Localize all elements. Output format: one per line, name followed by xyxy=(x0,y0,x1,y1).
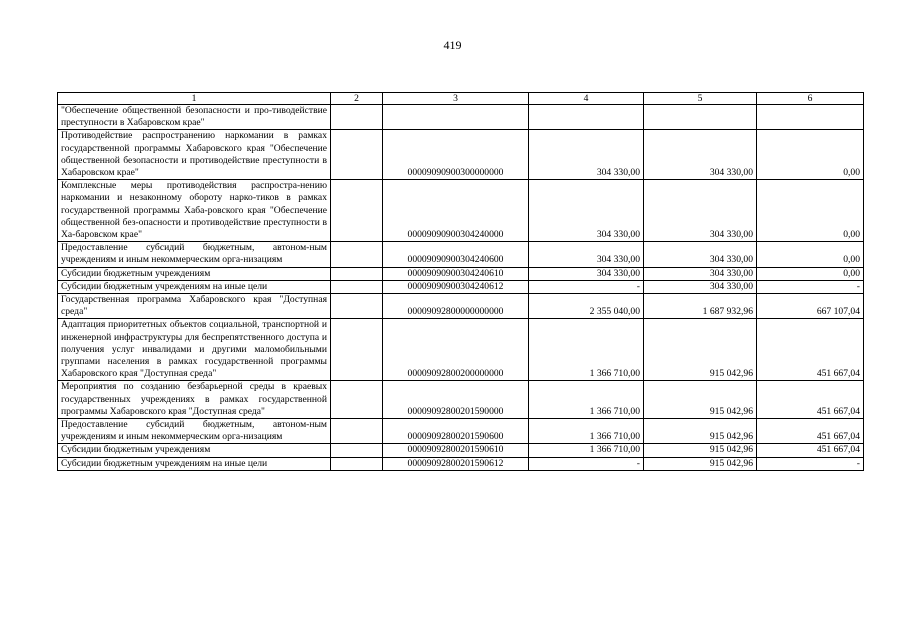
row-value4-cell: 1 366 710,00 xyxy=(529,419,644,444)
row-value6-cell: 0,00 xyxy=(757,180,864,242)
table-row xyxy=(58,319,864,381)
row-name-cell: Адаптация приоритетных объектов социальной, транспортной и инженерной инфраструктуры для беспрепятственного доступа и получения услуг инвалидами и другими маломобильными группами населения в рамках государственной программы Хабаровского края "Доступная среда" xyxy=(58,319,331,381)
row-col2-cell xyxy=(331,381,383,419)
row-value6-cell: - xyxy=(757,280,864,293)
row-col2-cell xyxy=(331,444,383,457)
row-col2-cell xyxy=(331,419,383,444)
row-col2-cell xyxy=(331,267,383,280)
row-value6-cell: 451 667,04 xyxy=(757,444,864,457)
row-value6-cell: - xyxy=(757,457,864,470)
table-row xyxy=(58,242,864,267)
row-col2-cell xyxy=(331,319,383,381)
table-row xyxy=(58,130,864,180)
row-value5-cell: 304 330,00 xyxy=(644,130,757,180)
table-row xyxy=(58,419,864,444)
row-col2-cell xyxy=(331,280,383,293)
row-value4-cell: 304 330,00 xyxy=(529,130,644,180)
budget-table xyxy=(57,92,864,471)
row-value4-cell: 2 355 040,00 xyxy=(529,294,644,319)
row-code-cell: 00009092800201590000 xyxy=(383,381,529,419)
row-value6-cell: 451 667,04 xyxy=(757,319,864,381)
row-value5-cell: 1 687 932,96 xyxy=(644,294,757,319)
row-col2-cell xyxy=(331,130,383,180)
row-value4-cell: - xyxy=(529,457,644,470)
row-col2-cell xyxy=(331,105,383,130)
table-row xyxy=(58,381,864,419)
table-row xyxy=(58,105,864,130)
row-value4-cell: 304 330,00 xyxy=(529,242,644,267)
column-header: 2 xyxy=(331,93,383,105)
row-code-cell: 00009092800201590610 xyxy=(383,444,529,457)
column-header: 1 xyxy=(58,93,331,105)
table-row xyxy=(58,267,864,280)
row-value4-cell: 304 330,00 xyxy=(529,267,644,280)
column-header: 3 xyxy=(383,93,529,105)
row-code-cell: 00009090900304240000 xyxy=(383,180,529,242)
row-name-cell: Предоставление субсидий бюджетным, автоном-ным учреждениям и иным некоммерческим орга-низациям xyxy=(58,419,331,444)
row-value5-cell: 304 330,00 xyxy=(644,267,757,280)
row-value4-cell: 1 366 710,00 xyxy=(529,319,644,381)
row-code-cell: 00009090900304240600 xyxy=(383,242,529,267)
row-value4-cell: 1 366 710,00 xyxy=(529,444,644,457)
row-value6-cell: 0,00 xyxy=(757,267,864,280)
row-name-cell: Противодействие распространению наркомании в рамках государственной программы Хабаровского края "Обеспечение общественной безопасности и противодействие преступности в Хабаровском крае" xyxy=(58,130,331,180)
row-value4-cell: - xyxy=(529,280,644,293)
row-value6-cell: 667 107,04 xyxy=(757,294,864,319)
row-value4-cell: 304 330,00 xyxy=(529,180,644,242)
row-value5-cell: 915 042,96 xyxy=(644,319,757,381)
row-name-cell: Субсидии бюджетным учреждениям xyxy=(58,267,331,280)
row-value5-cell: 915 042,96 xyxy=(644,457,757,470)
row-value5-cell: 915 042,96 xyxy=(644,381,757,419)
row-code-cell xyxy=(383,105,529,130)
row-code-cell: 00009092800200000000 xyxy=(383,319,529,381)
row-value4-cell: 1 366 710,00 xyxy=(529,381,644,419)
row-value6-cell: 451 667,04 xyxy=(757,381,864,419)
table-row xyxy=(58,457,864,470)
row-col2-cell xyxy=(331,180,383,242)
row-name-cell: Предоставление субсидий бюджетным, автоном-ным учреждениям и иным некоммерческим орга-низациям xyxy=(58,242,331,267)
row-col2-cell xyxy=(331,457,383,470)
row-name-cell: Государственная программа Хабаровского края "Доступная среда" xyxy=(58,294,331,319)
row-code-cell: 00009090900304240610 xyxy=(383,267,529,280)
row-value5-cell: 915 042,96 xyxy=(644,444,757,457)
row-value5-cell: 304 330,00 xyxy=(644,180,757,242)
row-col2-cell xyxy=(331,294,383,319)
column-header: 4 xyxy=(529,93,644,105)
row-value5-cell: 304 330,00 xyxy=(644,280,757,293)
column-header: 6 xyxy=(757,93,864,105)
row-value4-cell xyxy=(529,105,644,130)
table-row xyxy=(58,180,864,242)
row-col2-cell xyxy=(331,242,383,267)
row-name-cell: Субсидии бюджетным учреждениям на иные цели xyxy=(58,280,331,293)
row-code-cell: 00009090900300000000 xyxy=(383,130,529,180)
table-row xyxy=(58,294,864,319)
row-name-cell: Субсидии бюджетным учреждениям на иные цели xyxy=(58,457,331,470)
row-name-cell: "Обеспечение общественной безопасности и про-тиводействие преступности в Хабаровском крае" xyxy=(58,105,331,130)
row-name-cell: Субсидии бюджетным учреждениям xyxy=(58,444,331,457)
row-name-cell: Мероприятия по созданию безбарьерной среды в краевых государственных учреждениях в рамках государственной программы Хабаровского края "Доступная среда" xyxy=(58,381,331,419)
header-row xyxy=(58,93,864,105)
column-header: 5 xyxy=(644,93,757,105)
row-name-cell: Комплексные меры противодействия распростра-нению наркомании и незаконному обороту нарко-тиков в рамках государственной программы Хаба-ровского края "Обеспечение общественной без-опасности и противодействие преступности в Ха-баровском крае" xyxy=(58,180,331,242)
row-code-cell: 00009090900304240612 xyxy=(383,280,529,293)
row-value6-cell xyxy=(757,105,864,130)
table-row xyxy=(58,280,864,293)
row-value5-cell: 915 042,96 xyxy=(644,419,757,444)
table-row xyxy=(58,444,864,457)
row-value6-cell: 0,00 xyxy=(757,242,864,267)
row-code-cell: 00009092800000000000 xyxy=(383,294,529,319)
row-value6-cell: 0,00 xyxy=(757,130,864,180)
row-value5-cell: 304 330,00 xyxy=(644,242,757,267)
row-value5-cell xyxy=(644,105,757,130)
page-number: 419 xyxy=(443,38,462,52)
row-value6-cell: 451 667,04 xyxy=(757,419,864,444)
row-code-cell: 00009092800201590600 xyxy=(383,419,529,444)
row-code-cell: 00009092800201590612 xyxy=(383,457,529,470)
